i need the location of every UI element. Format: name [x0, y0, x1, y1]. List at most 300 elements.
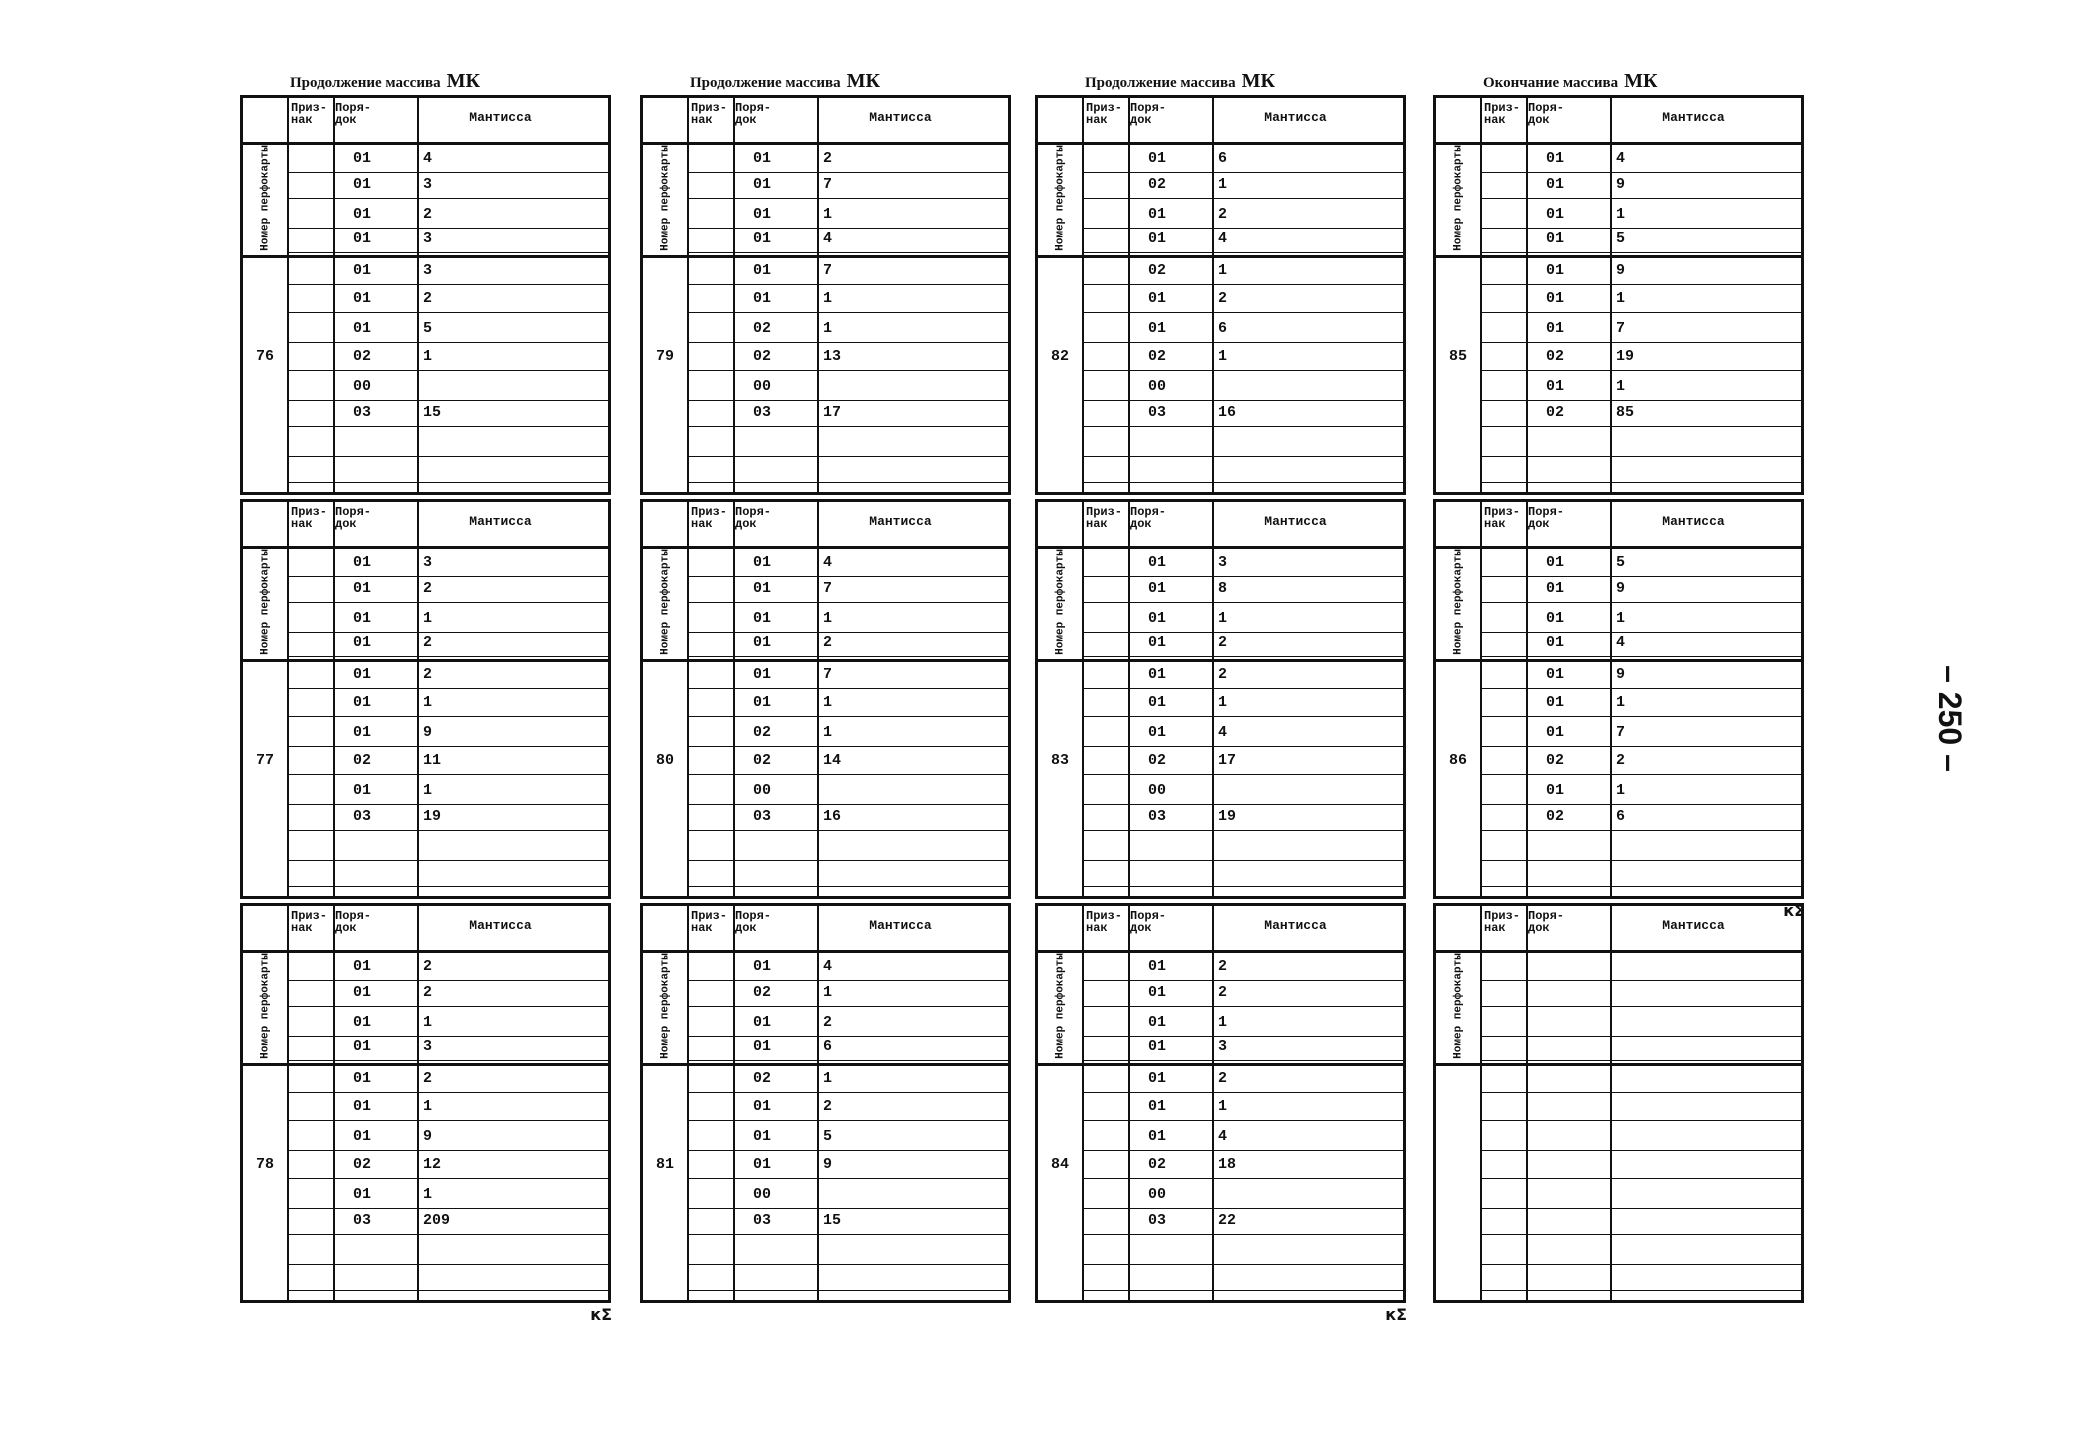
checksum-mark: кΣ [590, 1305, 612, 1324]
order-cell: 01 [753, 176, 772, 193]
table-row [1082, 170, 1403, 199]
order-cell: 01 [353, 1038, 372, 1055]
table-row [687, 1122, 1008, 1151]
table-row [1480, 1262, 1801, 1291]
table-row [687, 776, 1008, 805]
column-title-text: Продолжение массива [1085, 75, 1236, 91]
table-row [1082, 978, 1403, 1007]
order-cell: 02 [1546, 752, 1565, 769]
order-cell: 03 [1148, 1212, 1167, 1229]
table-row [1480, 144, 1801, 173]
order-cell: 02 [1148, 176, 1167, 193]
header-poryadok: Поря-док [1528, 505, 1565, 531]
order-cell: 01 [753, 1038, 772, 1055]
table-row [1480, 224, 1801, 253]
table-row [1480, 314, 1801, 343]
order-cell: 01 [353, 724, 372, 741]
order-cell: 01 [1148, 724, 1167, 741]
table-row [687, 428, 1008, 457]
mantissa-cell: 17 [1218, 752, 1237, 769]
mantissa-cell: 1 [823, 724, 833, 741]
mantissa-cell: 6 [1218, 320, 1228, 337]
punchcard-number-label-text: Номер перфокарты [1452, 549, 1465, 655]
mantissa-cell: 22 [1218, 1212, 1237, 1229]
punchcard-number: 82 [1050, 348, 1069, 365]
mantissa-cell: 1 [423, 782, 433, 799]
punchcard-number: 86 [1448, 752, 1467, 769]
table-row [687, 1262, 1008, 1291]
table-row [287, 342, 608, 371]
order-cell: 01 [353, 666, 372, 683]
mantissa-cell: 1 [1218, 348, 1228, 365]
order-cell: 01 [1148, 320, 1167, 337]
table-column [1035, 70, 1410, 1324]
order-cell: 01 [1148, 230, 1167, 247]
mantissa-cell: 2 [823, 1014, 833, 1031]
header-poryadok: Поря-док [1528, 909, 1565, 935]
header-priznak: Приз-нак [1086, 101, 1123, 127]
mantissa-cell: 15 [423, 404, 442, 421]
column-title-mk: МК [446, 70, 480, 92]
mantissa-cell: 2 [1218, 984, 1228, 1001]
table-row [1082, 1180, 1403, 1209]
order-cell: 01 [753, 1014, 772, 1031]
order-cell: 01 [353, 554, 372, 571]
order-cell: 01 [353, 580, 372, 597]
table-row [287, 548, 608, 577]
punchcard-number: 79 [655, 348, 674, 365]
order-cell: 01 [1546, 230, 1565, 247]
order-cell: 01 [753, 1128, 772, 1145]
order-cell: 01 [353, 176, 372, 193]
order-cell: 01 [753, 694, 772, 711]
table-row [1082, 1262, 1403, 1291]
table-row [1082, 428, 1403, 457]
block-header [243, 98, 608, 145]
mantissa-cell: 4 [423, 150, 433, 167]
header-mantissa: Мантисса [1662, 514, 1725, 529]
order-cell: 03 [353, 808, 372, 825]
table-row [287, 1064, 608, 1093]
order-cell: 02 [353, 348, 372, 365]
order-cell: 01 [353, 1098, 372, 1115]
punchcard-number-label [647, 145, 685, 251]
checksum-mark: кΣ [1783, 901, 1805, 920]
order-cell: 01 [753, 1156, 772, 1173]
order-cell: 00 [1148, 1186, 1167, 1203]
column-title [1483, 70, 1657, 93]
table-row [1480, 398, 1801, 427]
mantissa-cell: 6 [1218, 150, 1228, 167]
order-cell: 02 [753, 320, 772, 337]
order-cell: 02 [1546, 808, 1565, 825]
mantissa-cell: 3 [423, 554, 433, 571]
table-row [1480, 428, 1801, 457]
block-header [243, 906, 608, 953]
mantissa-cell: 7 [1616, 724, 1626, 741]
order-cell: 01 [353, 230, 372, 247]
mantissa-cell: 19 [1616, 348, 1635, 365]
order-cell: 01 [1546, 206, 1565, 223]
punchcard-number-label [647, 953, 685, 1059]
table-row [1480, 858, 1801, 887]
table-row [287, 718, 608, 747]
block-header [1436, 906, 1801, 953]
order-cell: 02 [1148, 1156, 1167, 1173]
table-row [1082, 1206, 1403, 1235]
mantissa-cell: 1 [823, 694, 833, 711]
table-row [687, 1206, 1008, 1235]
table-row [1082, 718, 1403, 747]
mantissa-cell: 18 [1218, 1156, 1237, 1173]
order-cell: 01 [1148, 1098, 1167, 1115]
column-title-mk: МК [1241, 70, 1275, 92]
order-cell: 02 [753, 348, 772, 365]
mantissa-cell: 15 [823, 1212, 842, 1229]
mantissa-cell: 3 [423, 230, 433, 247]
mantissa-cell: 4 [1218, 724, 1228, 741]
order-cell: 01 [1546, 262, 1565, 279]
order-cell: 01 [1148, 694, 1167, 711]
order-cell: 01 [753, 554, 772, 571]
punchcard-number-label-text: Номер перфокарты [659, 549, 672, 655]
table-row [287, 144, 608, 173]
order-cell: 03 [753, 808, 772, 825]
column-title-text: Продолжение массива [690, 75, 841, 91]
table-row [1480, 548, 1801, 577]
table-row [1082, 746, 1403, 775]
punchcard-number-label [1042, 953, 1080, 1059]
punchcard-number: 77 [255, 752, 274, 769]
punchcard-number-label [1440, 953, 1478, 1059]
order-cell: 01 [353, 782, 372, 799]
header-priznak: Приз-нак [1484, 101, 1521, 127]
table-row [1082, 858, 1403, 887]
column-title-mk: МК [846, 70, 880, 92]
punchcard-block [640, 499, 1011, 899]
header-poryadok: Поря-док [1130, 505, 1167, 531]
order-cell: 03 [753, 1212, 772, 1229]
mantissa-cell: 85 [1616, 404, 1635, 421]
mantissa-cell: 4 [1616, 150, 1626, 167]
block-header [1436, 502, 1801, 549]
table-row [687, 1236, 1008, 1265]
table-row [287, 1122, 608, 1151]
mantissa-cell: 7 [1616, 320, 1626, 337]
order-cell: 01 [353, 1186, 372, 1203]
mantissa-cell: 2 [1616, 752, 1626, 769]
table-row [687, 688, 1008, 717]
mantissa-cell: 2 [423, 290, 433, 307]
mantissa-cell: 2 [423, 958, 433, 975]
punchcard-number-label [1042, 549, 1080, 655]
header-priznak: Приз-нак [291, 505, 328, 531]
mantissa-cell: 4 [823, 958, 833, 975]
table-row [1480, 718, 1801, 747]
table-row [687, 224, 1008, 253]
punchcard-number-label-text: Номер перфокарты [1054, 953, 1067, 1059]
order-cell: 01 [1546, 782, 1565, 799]
order-cell: 01 [753, 580, 772, 597]
table-row [687, 1032, 1008, 1061]
table-row [287, 1206, 608, 1235]
order-cell: 01 [1546, 320, 1565, 337]
table-row [287, 224, 608, 253]
mantissa-cell: 1 [1218, 1014, 1228, 1031]
mantissa-cell: 2 [423, 206, 433, 223]
mantissa-cell: 1 [423, 1098, 433, 1115]
mantissa-cell: 3 [423, 176, 433, 193]
punchcard-block [1035, 499, 1406, 899]
mantissa-cell: 1 [423, 348, 433, 365]
order-cell: 02 [753, 724, 772, 741]
order-cell: 01 [353, 1128, 372, 1145]
header-priznak: Приз-нак [291, 101, 328, 127]
block-header [1038, 98, 1403, 145]
table-row [1480, 454, 1801, 483]
mantissa-cell: 1 [423, 694, 433, 711]
order-cell: 01 [1546, 610, 1565, 627]
mantissa-cell: 1 [823, 610, 833, 627]
table-row [1082, 688, 1403, 717]
punchcard-number-label [1042, 145, 1080, 251]
order-cell: 02 [353, 752, 372, 769]
table-row [1480, 170, 1801, 199]
table-row [1480, 284, 1801, 313]
table-row [287, 428, 608, 457]
order-cell: 01 [353, 958, 372, 975]
order-cell: 01 [353, 262, 372, 279]
table-row [687, 548, 1008, 577]
mantissa-cell: 6 [1616, 808, 1626, 825]
table-row [287, 776, 608, 805]
table-row [287, 454, 608, 483]
order-cell: 01 [753, 958, 772, 975]
punchcard-number-label-text: Номер перфокарты [1054, 549, 1067, 655]
table-row [1082, 284, 1403, 313]
column-title-mk: МК [1624, 70, 1658, 92]
column-title [1085, 70, 1275, 93]
punchcard-block [240, 95, 611, 495]
header-mantissa: Мантисса [869, 514, 932, 529]
punchcard-number-label [247, 549, 285, 655]
block-header [243, 502, 608, 549]
punchcard-number-label [247, 145, 285, 251]
column-title [690, 70, 880, 93]
order-cell: 02 [753, 1070, 772, 1087]
punchcard-block [1035, 903, 1407, 1324]
table-row [687, 398, 1008, 427]
mantissa-cell: 4 [1218, 230, 1228, 247]
table-row [287, 628, 608, 657]
mantissa-cell: 2 [1218, 290, 1228, 307]
order-cell: 01 [1546, 724, 1565, 741]
table-row [1082, 1236, 1403, 1265]
punchcard-block [240, 499, 611, 899]
punchcard-number-label-text: Номер перфокарты [259, 953, 272, 1059]
table-row [287, 978, 608, 1007]
order-cell: 01 [1546, 290, 1565, 307]
order-cell: 03 [753, 404, 772, 421]
column-title-text: Продолжение массива [290, 75, 441, 91]
table-row [687, 832, 1008, 861]
mantissa-cell: 1 [823, 984, 833, 1001]
table-row [687, 574, 1008, 603]
mantissa-cell: 1 [1616, 782, 1626, 799]
table-row [687, 144, 1008, 173]
mantissa-cell: 7 [823, 580, 833, 597]
table-row [687, 978, 1008, 1007]
order-cell: 01 [1148, 290, 1167, 307]
table-row [1082, 802, 1403, 831]
order-cell: 01 [1546, 378, 1565, 395]
mantissa-cell: 1 [1218, 694, 1228, 711]
punchcard-number-label-text: Номер перфокарты [1452, 953, 1465, 1059]
order-cell: 01 [353, 634, 372, 651]
table-row [1480, 1092, 1801, 1121]
mantissa-cell: 1 [1616, 290, 1626, 307]
punchcard-block [1433, 95, 1804, 495]
mantissa-cell: 1 [823, 320, 833, 337]
table-row [1480, 574, 1801, 603]
order-cell: 01 [353, 1014, 372, 1031]
mantissa-cell: 2 [423, 580, 433, 597]
table-row [687, 372, 1008, 401]
order-cell: 01 [353, 150, 372, 167]
table-row [687, 342, 1008, 371]
table-row [1480, 628, 1801, 657]
order-cell: 01 [353, 1070, 372, 1087]
table-row [1480, 256, 1801, 285]
mantissa-cell: 5 [1616, 230, 1626, 247]
mantissa-cell: 3 [1218, 1038, 1228, 1055]
block-header [1038, 906, 1403, 953]
header-mantissa: Мантисса [469, 110, 532, 125]
header-priznak: Приз-нак [691, 909, 728, 935]
table-row [687, 256, 1008, 285]
punchcard-number: 78 [255, 1156, 274, 1173]
mantissa-cell: 7 [823, 262, 833, 279]
table-row [1480, 802, 1801, 831]
table-row [287, 858, 608, 887]
mantissa-cell: 1 [423, 610, 433, 627]
mantissa-cell: 2 [823, 1098, 833, 1115]
table-row [687, 746, 1008, 775]
table-row [1480, 832, 1801, 861]
table-row [1480, 660, 1801, 689]
table-row [1480, 978, 1801, 1007]
column-title-text: Окончание массива [1483, 75, 1619, 91]
header-priznak: Приз-нак [291, 909, 328, 935]
table-row [1082, 224, 1403, 253]
header-mantissa: Мантисса [1264, 514, 1327, 529]
order-cell: 01 [1148, 554, 1167, 571]
order-cell: 01 [353, 206, 372, 223]
mantissa-cell: 1 [823, 290, 833, 307]
header-mantissa: Мантисса [869, 110, 932, 125]
order-cell: 01 [1148, 206, 1167, 223]
mantissa-cell: 1 [423, 1186, 433, 1203]
checksum-mark: кΣ [1385, 1305, 1407, 1324]
order-cell: 01 [353, 610, 372, 627]
punchcard-number: 85 [1448, 348, 1467, 365]
header-priznak: Приз-нак [691, 101, 728, 127]
table-row [1082, 1150, 1403, 1179]
mantissa-cell: 7 [823, 176, 833, 193]
table-row [1480, 746, 1801, 775]
table-column [1433, 70, 1808, 1303]
table-row [1480, 1032, 1801, 1061]
mantissa-cell: 19 [423, 808, 442, 825]
table-row [687, 660, 1008, 689]
table-row [287, 372, 608, 401]
header-priznak: Приз-нак [691, 505, 728, 531]
table-row [1082, 660, 1403, 689]
mantissa-cell: 9 [823, 1156, 833, 1173]
table-row [1082, 372, 1403, 401]
order-cell: 00 [353, 378, 372, 395]
order-cell: 01 [753, 634, 772, 651]
punchcard-block [640, 903, 1011, 1303]
mantissa-cell: 2 [1218, 666, 1228, 683]
mantissa-cell: 9 [1616, 176, 1626, 193]
mantissa-cell: 8 [1218, 580, 1228, 597]
mantissa-cell: 1 [1218, 262, 1228, 279]
header-poryadok: Поря-док [1130, 101, 1167, 127]
punchcard-number-label [247, 953, 285, 1059]
punchcard-block [1433, 903, 1804, 1303]
order-cell: 01 [1148, 1070, 1167, 1087]
order-cell: 02 [1148, 262, 1167, 279]
table-row [287, 1032, 608, 1061]
header-poryadok: Поря-док [1130, 909, 1167, 935]
table-row [1082, 342, 1403, 371]
order-cell: 02 [1148, 348, 1167, 365]
punchcard-block [1433, 499, 1805, 920]
header-priznak: Приз-нак [1086, 505, 1123, 531]
mantissa-cell: 2 [423, 634, 433, 651]
mantissa-cell: 9 [423, 1128, 433, 1145]
order-cell: 01 [1546, 580, 1565, 597]
punchcard-number-label-text: Номер перфокарты [659, 145, 672, 251]
order-cell: 03 [353, 404, 372, 421]
table-row [1082, 1064, 1403, 1093]
punchcard-block [1035, 95, 1406, 495]
header-mantissa: Мантисса [869, 918, 932, 933]
order-cell: 01 [1546, 634, 1565, 651]
mantissa-cell: 4 [1616, 634, 1626, 651]
table-row [687, 952, 1008, 981]
order-cell: 01 [1148, 958, 1167, 975]
header-poryadok: Поря-док [335, 101, 372, 127]
table-row [287, 1262, 608, 1291]
mantissa-cell: 209 [423, 1212, 451, 1229]
table-column [640, 70, 1015, 1303]
punchcard-number: 80 [655, 752, 674, 769]
punchcard-number-label [647, 549, 685, 655]
mantissa-cell: 2 [1218, 958, 1228, 975]
punchcard-number-label-text: Номер перфокарты [659, 953, 672, 1059]
table-row [687, 454, 1008, 483]
order-cell: 01 [353, 694, 372, 711]
mantissa-cell: 1 [1616, 206, 1626, 223]
order-cell: 01 [1148, 150, 1167, 167]
table-row [1082, 628, 1403, 657]
order-cell: 01 [753, 206, 772, 223]
table-row [287, 802, 608, 831]
order-cell: 03 [353, 1212, 372, 1229]
table-row [1480, 1236, 1801, 1265]
